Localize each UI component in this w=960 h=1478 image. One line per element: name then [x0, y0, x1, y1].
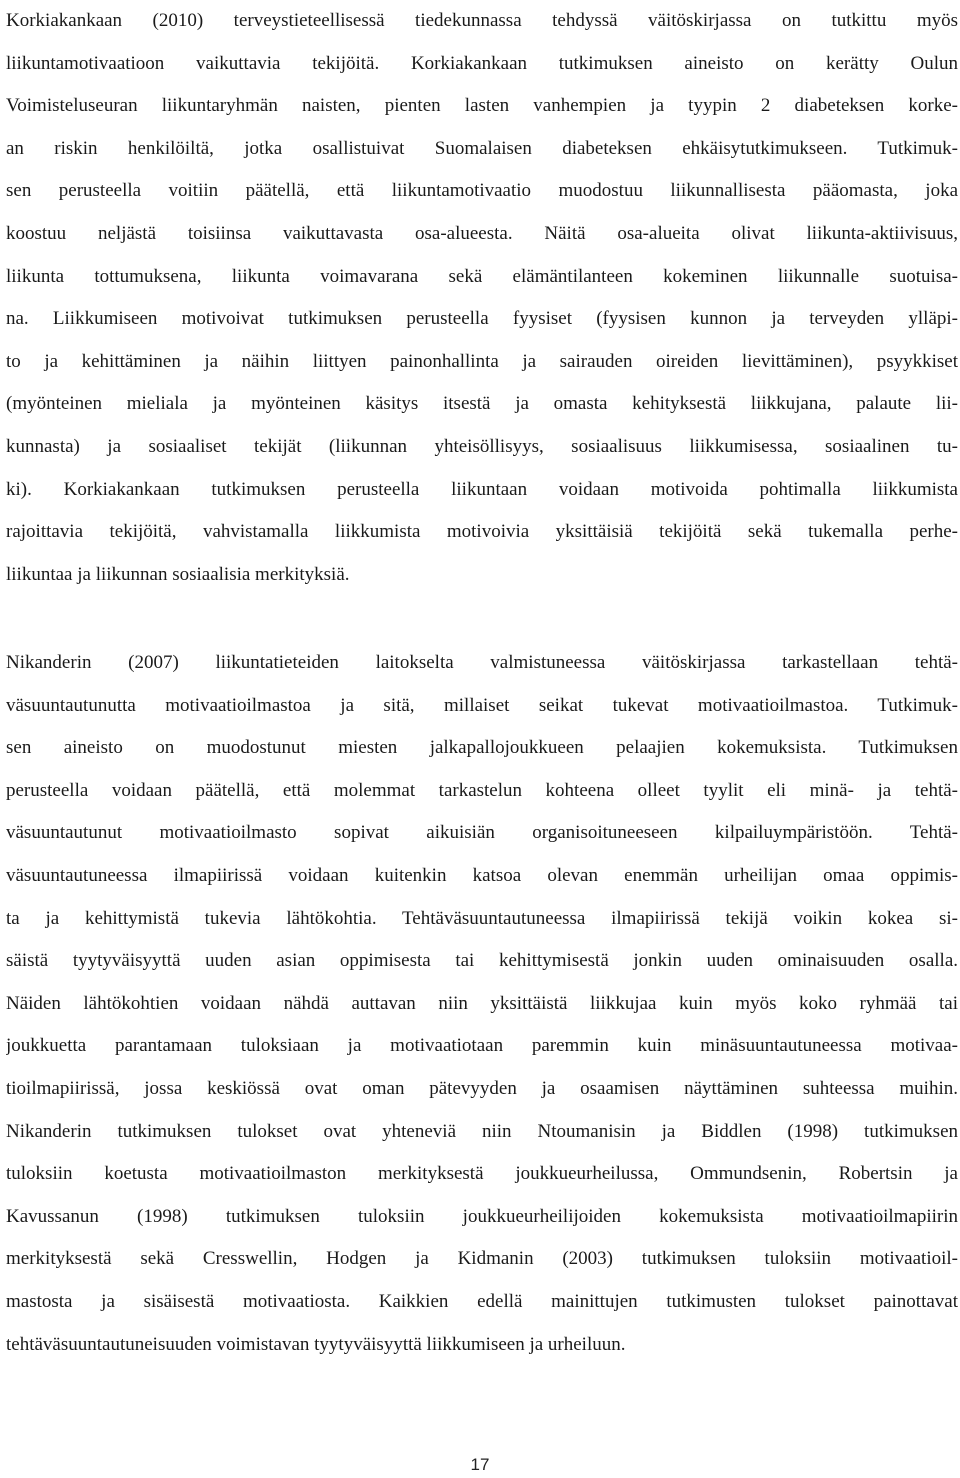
paragraph-nikander	[6, 642, 958, 1366]
text-line: joukkuetta parantamaan tuloksiaan ja motivaatiotaan paremmin kuin minäsuuntautuneessa motivaa-	[6, 1035, 958, 1057]
text-line: Kavussanun (1998) tutkimuksen tuloksiin joukkueurheilijoiden kokemuksista motivaatioilmapiirin	[6, 1205, 958, 1227]
text-line: kunnasta) ja sosiaaliset tekijät (liikunnan yhteisöllisyys, sosiaalisuus liikkumisessa, sosiaalinen tu-	[6, 435, 958, 457]
text-line: ta ja kehittymistä tukevia lähtökohtia. Tehtäväsuuntautuneessa ilmapiirissä tekijä voikin kokea si-	[6, 907, 958, 929]
text-line: an riskin henkilöiltä, jotka osallistuivat Suomalaisen diabeteksen ehkäisytutkimukseen. Tutkimuk-	[6, 137, 958, 159]
text-line: ki). Korkiakankaan tutkimuksen perusteella liikuntaan voidaan motivoida pohtimalla liikkumista	[6, 478, 958, 500]
text-line: väsuuntautunutta motivaatioilmastoa ja sitä, millaiset seikat tukevat motivaatioilmastoa. Tutkimuk-	[6, 694, 958, 716]
text-line: na. Liikkumiseen motivoivat tutkimuksen perusteella fyysiset (fyysisen kunnon ja terveyden ylläpi-	[6, 308, 958, 330]
text-line: väsuuntautunut motivaatioilmasto sopivat aikuisiän organisoituneeseen kilpailuympäristöön. Tehtä-	[6, 822, 958, 844]
page-number: 17	[470, 1455, 490, 1474]
text-line: väsuuntautuneessa ilmapiirissä voidaan kuitenkin katsoa olevan enemmän urheilijan omaa oppimis-	[6, 864, 958, 886]
paragraph-korkiakangas	[6, 0, 958, 596]
text-line: Voimisteluseuran liikuntaryhmän naisten, pienten lasten vanhempien ja tyypin 2 diabeteksen korke-	[6, 95, 958, 117]
text-line: tuloksiin koetusta motivaatioilmaston merkityksestä joukkueurheilussa, Ommundsenin, Robertsin ja	[6, 1163, 958, 1185]
text-line: sen perusteella voitiin päätellä, että liikuntamotivaatio muodostuu liikunnallisesta pääomasta, joka	[6, 180, 958, 202]
text-line: koostuu neljästä toisiinsa vaikuttavasta osa-alueesta. Näitä osa-alueita olivat liikunta-aktiivisuus,	[6, 222, 958, 244]
text-line: liikuntaa ja liikunnan sosiaalisia merkityksiä.	[6, 563, 350, 585]
text-line: säistä tyytyväisyyttä uuden asian oppimisesta tai kehittymisestä jonkin uuden ominaisuuden osalla.	[6, 950, 958, 972]
text-line: Korkiakankaan (2010) terveystieteellisessä tiedekunnassa tehdyssä väitöskirjassa on tutkittu myös	[6, 10, 958, 31]
text-line: rajoittavia tekijöitä, vahvistamalla liikkumista motivoivia yksittäisiä tekijöitä sekä tukemalla perhe-	[6, 521, 958, 543]
text-line: perusteella voidaan päätellä, että molemmat tarkastelun kohteena olleet tyylit eli minä- ja tehtä-	[6, 779, 958, 801]
text-line: to ja kehittäminen ja näihin liittyen painonhallinta ja sairauden oireiden lievittäminen), psyykkiset	[6, 350, 958, 372]
text-line: (myönteinen mieliala ja myönteinen käsitys itsestä ja omasta kehityksestä liikkujana, palaute lii-	[6, 393, 958, 415]
text-line: Nikanderin (2007) liikuntatieteiden laitokselta valmistuneessa väitöskirjassa tarkastellaan tehtä-	[6, 652, 958, 673]
text-line: tehtäväsuuntautuneisuuden voimistavan tyytyväisyyttä liikkumiseen ja urheiluun.	[6, 1333, 626, 1355]
text-line: merkityksestä sekä Cresswellin, Hodgen ja Kidmanin (2003) tutkimuksen tuloksiin motivaatioil-	[6, 1248, 958, 1270]
text-line: tioilmapiirissä, jossa keskiössä ovat oman pätevyyden ja osaamisen näyttäminen suhteessa muihin.	[6, 1077, 958, 1099]
text-line: sen aineisto on muodostunut miesten jalkapallojoukkueen pelaajien kokemuksista. Tutkimuksen	[6, 737, 958, 759]
text-line: liikunta tottumuksena, liikunta voimavarana sekä elämäntilanteen kokeminen liikunnalle suotuisa-	[6, 265, 958, 287]
text-line: mastosta ja sisäisestä motivaatiosta. Kaikkien edellä mainittujen tutkimusten tulokset painottavat	[6, 1290, 958, 1312]
text-line: liikuntamotivaatioon vaikuttavia tekijöitä. Korkiakankaan tutkimuksen aineisto on kerätty Oulun	[6, 52, 958, 74]
text-line: Nikanderin tutkimuksen tulokset ovat yhteneviä niin Ntoumanisin ja Biddlen (1998) tutkimuksen	[6, 1120, 958, 1142]
text-line: Näiden lähtökohtien voidaan nähdä auttavan niin yksittäistä liikkujaa kuin myös koko ryhmää tai	[6, 992, 958, 1014]
